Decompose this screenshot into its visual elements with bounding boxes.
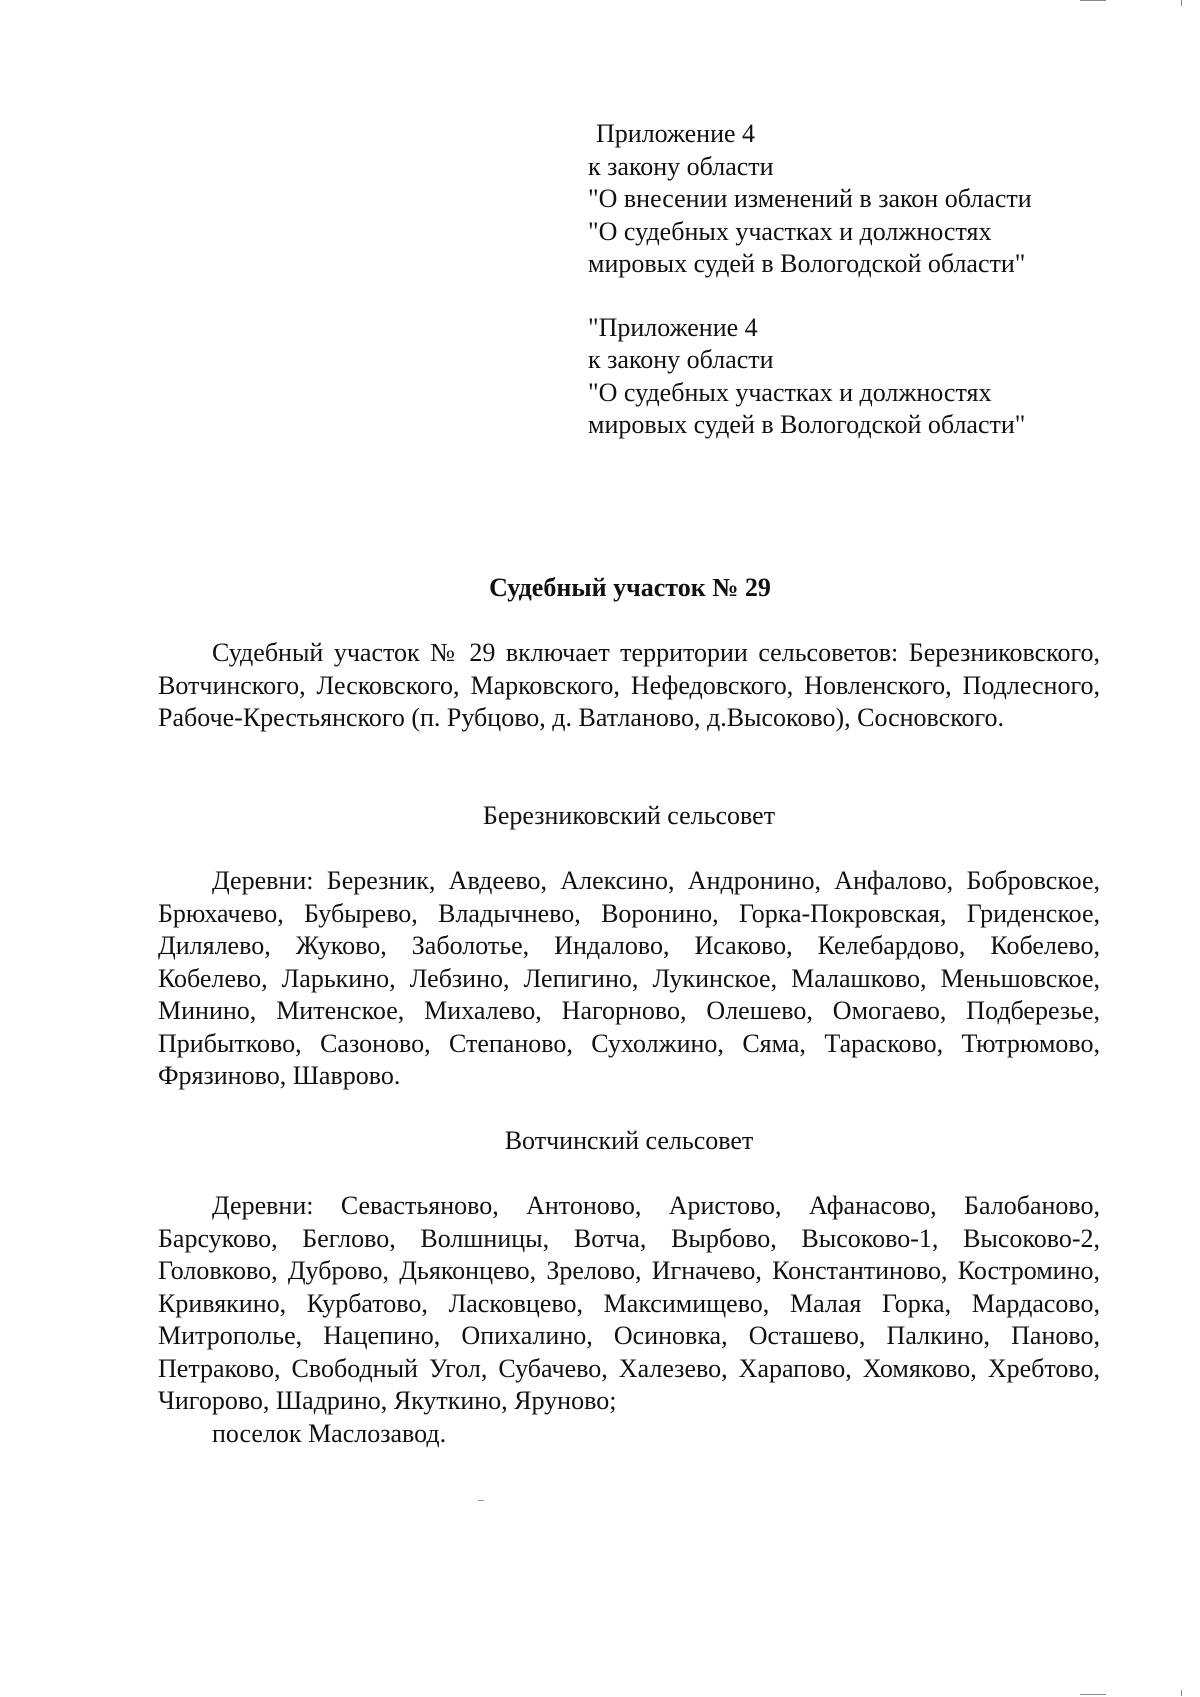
inner-appendix-line: "О судебных участках и должностях xyxy=(588,377,992,407)
scan-speck xyxy=(478,1500,484,1501)
scan-mark-bottom-right xyxy=(1080,1694,1106,1695)
appendix-line: "О внесении изменений в закон области xyxy=(588,184,1032,213)
inner-appendix-line: "Приложение 4 xyxy=(588,312,758,342)
scan-mark-top-right xyxy=(1080,0,1106,1)
appendix-line: к закону области xyxy=(588,151,774,181)
council-villages: Деревни: Севастьяново, Антоново, Аристово, Афанасово, Балобаново, Барсуково, Беглово, Волшницы, Вотча, Вырбово, Высоково-1, Высоково-2, Головково, Дуброво, Дьяконцево, Зрелово, Игначево, Константиново, Костромино, Кривякино, Курбатово, Ласковцево, Максимищево, Малая Горка, Мардасово, Митрополье, Нацепино, Опихалино, Осиновка, Осташево, Палкино, Паново, Петраково, Свободный Угол, Субачево, Халезево, Харапово, Хомяково, Хребтово, Чигорово, Шадрино, Якуткино, Яруново; xyxy=(158,1191,1100,1415)
inner-appendix-line: к закону области xyxy=(588,345,774,374)
council-settlement: поселок Маслозавод. xyxy=(212,1419,447,1448)
council-heading: Вотчинский сельсовет xyxy=(504,1126,754,1155)
header-gap xyxy=(588,281,1088,312)
council-villages: Деревни: Березник, Авдеево, Алексино, Андронино, Анфалово, Бобровское, Брюхачево, Бубырево, Владычнево, Воронино, Горка-Покровская, Гриденское, Дилялево, Жуково, Заболотье, Индалово, Исаково, Келебардово, Кобелево, Кобелево, Ларькино, Лебзино, Лепигино, Лукинское, Малашково, Меньшовское, Минино, Митенское, Михалево, Нагорново, Олешево, Омогаево, Подберезье, Прибытково, Сазоново, Степаново, Сухолжино, Сяма, Тарасково, Тютрюмово, Фрязиново, Шаврово. xyxy=(158,866,1100,1090)
appendix-line: "О судебных участках и должностях xyxy=(588,216,992,246)
scan-tick-bottom-right xyxy=(1181,1690,1182,1696)
appendix-line: Приложение 4 xyxy=(596,119,756,148)
appendix-line: мировых судей в Вологодской области" xyxy=(588,249,1026,278)
section-intro: Судебный участок № 29 включает территории сельсоветов: Березниковского, Вотчинского, Лесковского, Марковского, Нефедовского, Новленского, Подлесного, Рабоче-Крестьянского (п. Рубцово, д. Ватланово, д.Высоково), Сосновского. xyxy=(158,638,1100,732)
appendix-header xyxy=(588,118,1088,442)
council-heading: Березниковский сельсовет xyxy=(482,801,776,830)
inner-appendix-line: мировых судей в Вологодской области" xyxy=(588,410,1026,439)
scan-tick-top-right xyxy=(1181,0,1182,6)
section-title: Судебный участок № 29 xyxy=(489,573,771,602)
